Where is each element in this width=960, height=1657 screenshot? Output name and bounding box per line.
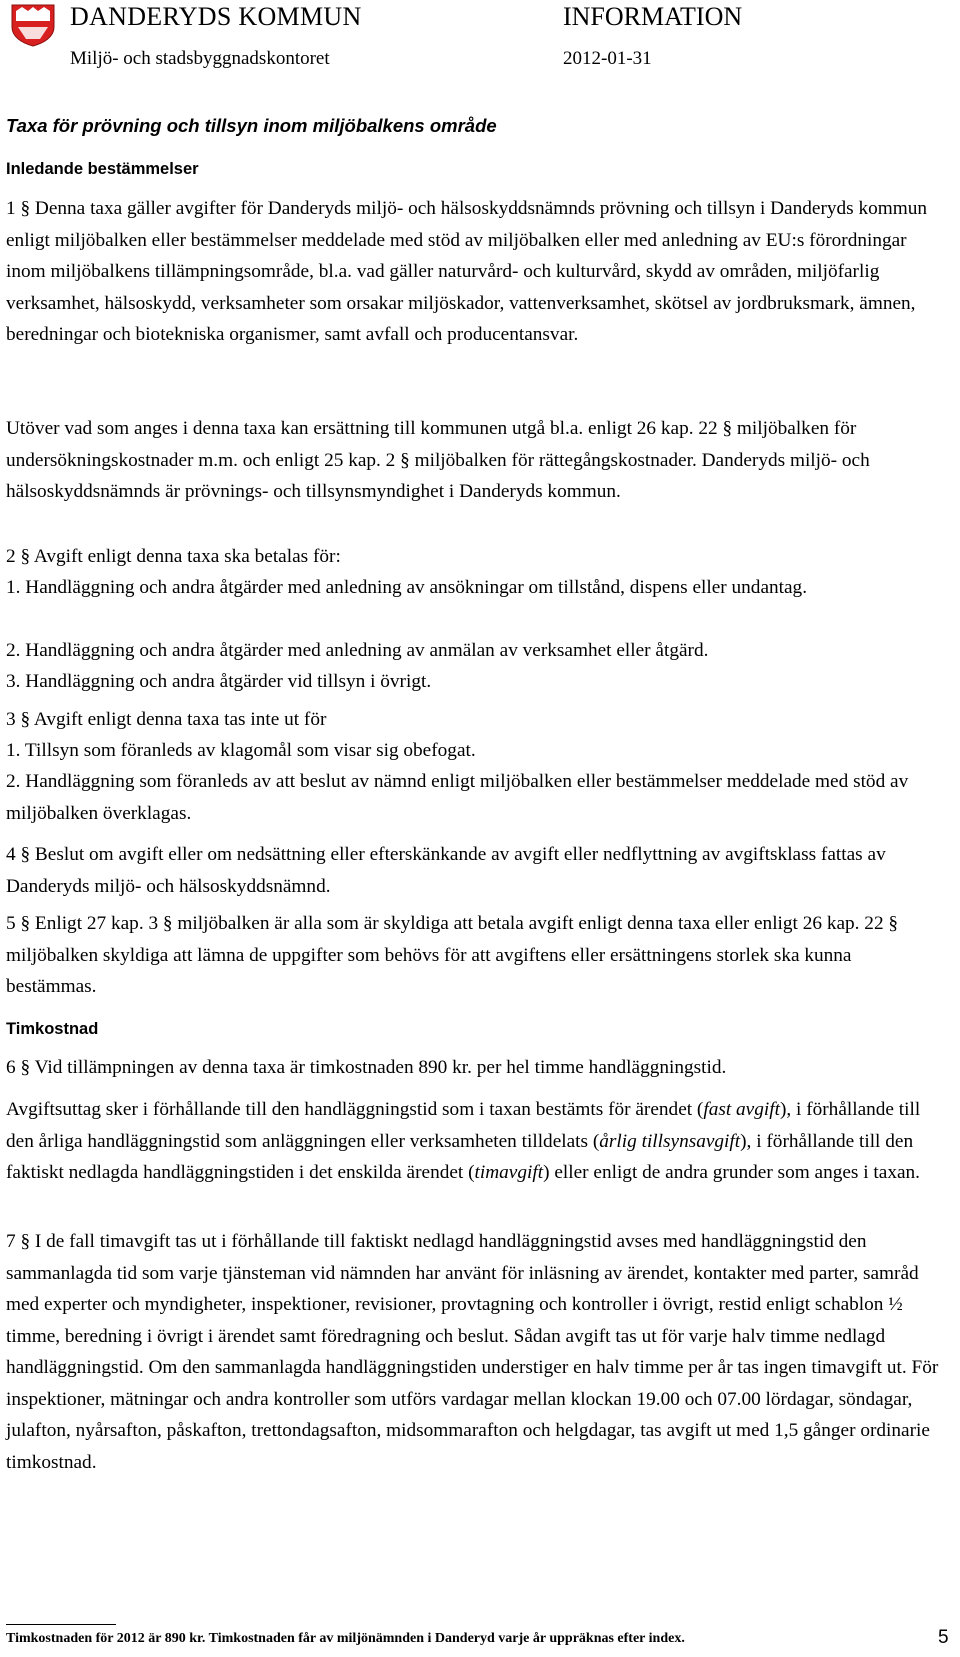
page-header bbox=[0, 0, 960, 90]
section-heading-intro: Inledande bestämmelser bbox=[6, 160, 199, 178]
paragraph-4-heading: 3 § Avgift enligt denna taxa tas inte ut för bbox=[6, 709, 327, 730]
paragraph-3-heading: 2 § Avgift enligt denna taxa ska betalas för: bbox=[6, 546, 341, 567]
paragraph-3-item-3: 3. Handläggning och andra åtgärder vid tillsyn i övrigt. bbox=[6, 671, 432, 692]
municipality-crest-icon bbox=[10, 3, 56, 47]
paragraph-5: 4 § Beslut om avgift eller om nedsättning eller efterskänkande av avgift eller nedflyttning av avgiftsklass fattas av Danderyds miljö- och hälsoskyddsnämnd. bbox=[6, 844, 886, 897]
paragraph-2: Utöver vad som anges i denna taxa kan ersättning till kommunen utgå bl.a. enligt 26 kap. 22 § miljöbalken för undersökningskostnader m.m. och enligt 25 kap. 2 § miljöbalken för rättegångskostnader. Danderyds miljö- och hälsoskyddsnämnds är prövnings- och tillsynsmyndighet i Danderyds kommun. bbox=[6, 418, 870, 502]
paragraph-4-item-2: 2. Handläggning som föranleds av att beslut av nämnd enligt miljöbalken eller bestämmelser meddelade med stöd av miljöbalken överklagas. bbox=[6, 771, 909, 824]
document-title: Taxa för prövning och tillsyn inom miljöbalkens område bbox=[6, 115, 497, 136]
footnote: Timkostnaden för 2012 är 890 kr. Timkostnaden får av miljönämnden i Danderyd varje år uppräknas efter index. bbox=[6, 1631, 685, 1646]
paragraph-3-item-1: 1. Handläggning och andra åtgärder med anledning av ansökningar om tillstånd, dispens eller undantag. bbox=[6, 577, 808, 598]
paragraph-6: 5 § Enligt 27 kap. 3 § miljöbalken är alla som är skyldiga att betala avgift enligt denna taxa eller enligt 26 kap. 22 § miljöbalken skyldiga att lämna de uppgifter som behövs för att avgiftens eller ersättningens storlek ska kunna bestämmas. bbox=[6, 913, 899, 997]
paragraph-3-item-2: 2. Handläggning och andra åtgärder med anledning av anmälan av verksamhet eller åtgärd. bbox=[6, 640, 709, 661]
paragraph-8: Avgiftsuttag sker i förhållande till den handläggningstid som i taxan bestämts för ärendet (fast avgift), i förhållande till den årliga handläggningstid som anläggningen eller verksamheten tilldelats (årlig tillsynsavgift), i förhållande till den faktiskt nedlagda handläggningstiden i det enskilda ärendet (timavgift) eller enligt de andra grunder som anges i taxan. bbox=[6, 1099, 921, 1183]
header-document-type: INFORMATION bbox=[563, 2, 743, 31]
paragraph-7: 6 § Vid tillämpningen av denna taxa är timkostnaden 890 kr. per hel timme handläggningstid. bbox=[6, 1057, 727, 1078]
header-department: Miljö- och stadsbyggnadskontoret bbox=[70, 48, 330, 69]
paragraph-4-item-1: 1. Tillsyn som föranleds av klagomål som visar sig obefogat. bbox=[6, 740, 476, 761]
page-number: 5 bbox=[938, 1627, 949, 1648]
header-date: 2012-01-31 bbox=[563, 48, 652, 69]
header-organization: DANDERYDS KOMMUN bbox=[70, 2, 362, 31]
paragraph-1: 1 § Denna taxa gäller avgifter för Danderyds miljö- och hälsoskyddsnämnds prövning och tillsyn i Danderyds kommun enligt miljöbalken eller bestämmelser meddelade med stöd av miljöbalken eller med anledning av EU:s förordningar inom miljöbalkens tillämpningsområde, bl.a. vad gäller naturvård- och kulturvård, skydd av områden, miljöfarlig verksamhet, hälsoskydd, verksamheter som orsakar miljöskador, vattenverksamhet, skötsel av jordbruksmark, ämnen, beredningar och biotekniska organismer, samt avfall och producentansvar. bbox=[6, 198, 928, 345]
section-heading-hourly-cost: Timkostnad bbox=[6, 1020, 99, 1038]
paragraph-9: 7 § I de fall timavgift tas ut i förhållande till faktiskt nedlagd handläggningstid avses med handläggningstid den sammanlagda tid som varje tjänsteman vid nämnden har använt för inläsning av ärendet, kontakter med parter, samråd med experter och myndigheter, inspektioner, revisioner, provtagning och kontroller i övrigt, restid enligt schablon ½ timme, beredning i övrigt i ärendet samt föredragning och beslut. Sådan avgift tas ut för varje halv timme nedlagd handläggningstid. Om den sammanlagda handläggningstiden understiger en halv timme per år tas ingen timavgift ut. För inspektioner, mätningar och andra kontroller som utförs vardagar mellan klockan 19.00 och 07.00 lördagar, söndagar, julafton, nyårsafton, påskafton, trettondagsafton, midsommarafton och helgdagar, tas avgift ut med 1,5 gånger ordinarie timkostnad. bbox=[6, 1231, 939, 1473]
footnote-divider bbox=[6, 1624, 116, 1625]
